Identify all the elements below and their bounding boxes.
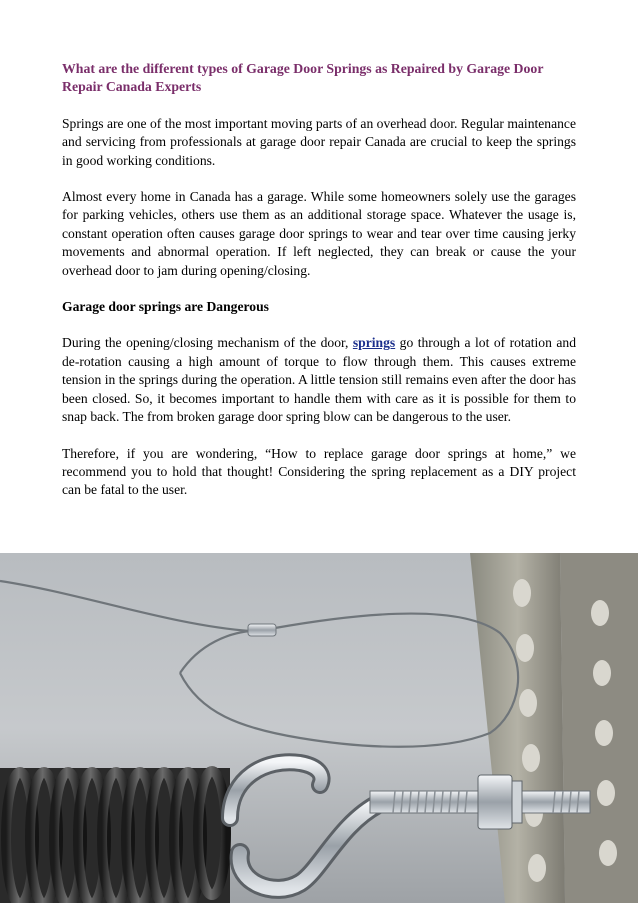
- paragraph-diy-warning: Therefore, if you are wondering, “How to replace garage door springs at home,” we recommend you to hold that thought! Considering the spring replacement as a DIY project can be fatal to the user.: [62, 445, 576, 498]
- document-body: [62, 60, 576, 518]
- paragraph-mechanism-text-end: go through a lot of rotation and de-rotation causing a high amount of torque to flow through them. This causes extreme tension in the springs during the operation. A little tension still remains even after the door has been closed. So, it becomes important to handle them with care as it is possible for them to snap back. The from broken garage door spring blow can be dangerous to the user.: [62, 335, 576, 425]
- garage-spring-photo: [0, 553, 638, 903]
- paragraph-mechanism: [62, 334, 576, 426]
- extension-spring: [0, 768, 230, 903]
- springs-link[interactable]: springs: [352, 335, 396, 351]
- document-title: What are the different types of Garage Door Springs as Repaired by Garage Door Repair Canada Experts: [62, 61, 544, 95]
- paragraph-intro: Springs are one of the most important moving parts of an overhead door. Regular maintenance and servicing from professionals at garage door repair Canada are crucial to keep the springs in good working conditions.: [62, 115, 576, 168]
- cable-ferrule: [248, 624, 276, 636]
- section-heading-dangerous: Garage door springs are Dangerous: [62, 299, 269, 315]
- paragraph-canada-garages: Almost every home in Canada has a garage. While some homeowners solely use the garages for parking vehicles, others use them as an additional storage space. Whatever the usage is, constant operation often causes garage door springs to wear and tear over time causing jerky movements and abnormal operation. If left neglected, they can break or cause the your overhead door to jam during opening/closing.: [62, 189, 576, 278]
- garage-spring-illustration: [0, 553, 638, 903]
- washer: [512, 781, 522, 823]
- paragraph-mechanism-text-start: During the opening/closing mechanism of the door,: [62, 335, 353, 351]
- hex-nut: [478, 775, 512, 829]
